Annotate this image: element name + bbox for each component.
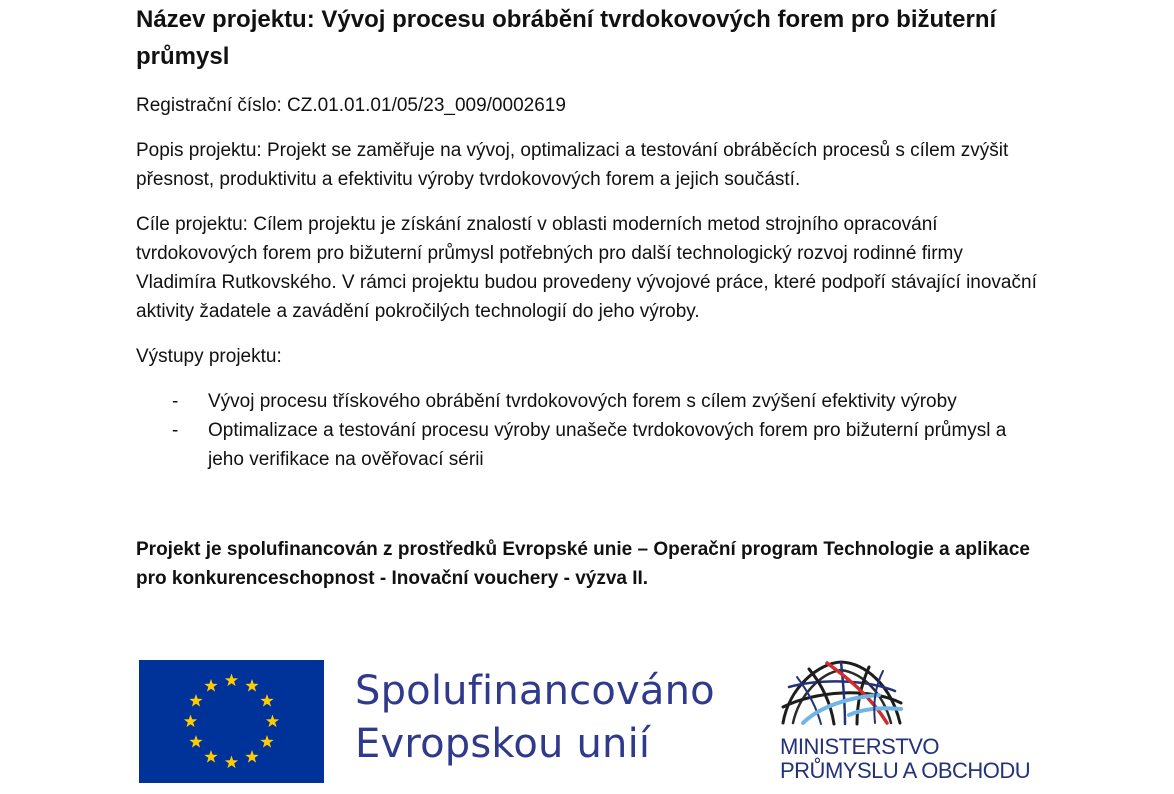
outputs-list <box>136 387 1046 474</box>
list-item <box>136 387 1046 416</box>
ministry-name <box>780 735 1030 783</box>
list-item-text: Optimalizace a testování procesu výroby unašeče tvrdokovových forem pro bižuterní průmysl a jeho verifikace na ověřovací sérii <box>208 420 1007 470</box>
cofund-line-1: Spolufinancováno <box>355 668 715 714</box>
cofunded-by-eu-text <box>355 665 715 771</box>
document-body <box>136 0 1046 589</box>
list-dash: - <box>172 420 179 441</box>
list-item-text: Vývoj procesu třískového obrábění tvrdokovových forem s cílem zvýšení efektivity výroby <box>208 391 957 412</box>
ministry-globe-icon <box>779 657 904 727</box>
ministry-line-2: PRŮMYSLU A OBCHODU <box>780 758 1031 783</box>
project-description: Popis projektu: Projekt se zaměřuje na vývoj, optimalizaci a testování obráběcích procesů s cílem zvýšit přesnost, produktivitu a efektivitu výroby tvrdokovových forem a jejich součástí. <box>136 140 1009 190</box>
project-goals: Cíle projektu: Cílem projektu je získání znalostí v oblasti moderních metod strojního opracování tvrdokovových forem pro bižuterní průmysl potřebných pro další technologický rozvoj rodinné firmy Vladimíra Rutkovského. V rámci projektu budou provedeny vývojové práce, které podpoří stávající inovační aktivity žadatele a zavádění pokročilých technologií do jeho výroby. <box>136 214 1037 322</box>
outputs-heading: Výstupy projektu: <box>136 346 282 367</box>
funding-statement: Projekt je spolufinancován z prostředků Evropské unie – Operační program Technologie a aplikace pro konkurenceschopnost - Inovační vouchery - výzva II. <box>136 539 1030 589</box>
list-item <box>136 416 1046 474</box>
eu-flag-icon <box>139 660 324 783</box>
cofund-line-2: Evropskou unií <box>355 721 651 767</box>
ministry-line-1: MINISTERSTVO <box>780 734 940 759</box>
registration-number: Registrační číslo: CZ.01.01.01/05/23_009/0002619 <box>136 95 566 116</box>
project-title: Název projektu: Vývoj procesu obrábění tvrdokovových forem pro bižuterní průmysl <box>136 6 997 70</box>
ministry-logo <box>779 655 1044 787</box>
logo-strip <box>139 655 1044 787</box>
list-dash: - <box>172 391 179 412</box>
eu-flag-graphic <box>139 660 324 783</box>
